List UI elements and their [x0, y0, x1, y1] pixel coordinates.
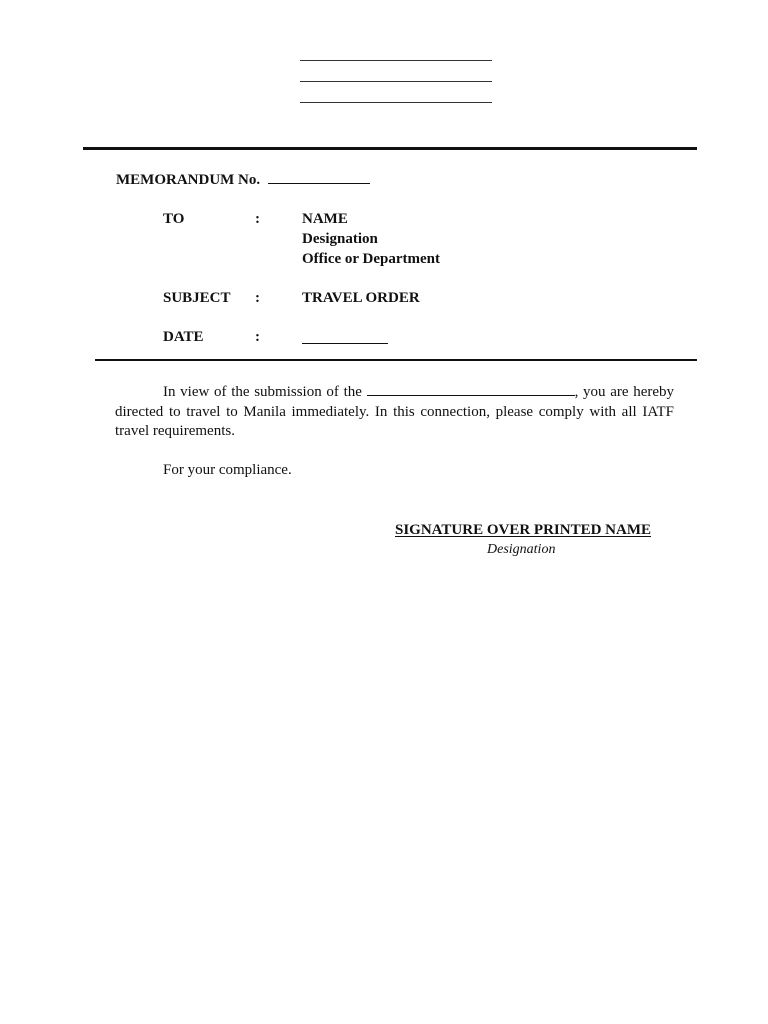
letterhead-line-2 [300, 81, 492, 82]
memo-number-row [116, 170, 370, 190]
letterhead-line-1 [300, 60, 492, 61]
subject-colon: : [255, 290, 260, 306]
subject-label: SUBJECT [163, 290, 231, 306]
to-label: TO [163, 211, 185, 227]
date-blank [302, 343, 388, 344]
date-colon: : [255, 329, 260, 345]
header-divider-top [83, 147, 697, 150]
signature-designation: Designation [487, 542, 556, 557]
to-name: NAME [302, 211, 348, 227]
submission-blank [367, 382, 575, 396]
letterhead-line-3 [300, 102, 492, 103]
to-designation: Designation [302, 231, 378, 247]
memo-number-blank [268, 171, 370, 184]
memo-number-label: MEMORANDUM No. [116, 172, 261, 188]
body-paragraph-2: For your compliance. [163, 462, 292, 478]
body-paragraph-1 [115, 382, 674, 442]
subject-value: TRAVEL ORDER [302, 290, 420, 306]
to-office: Office or Department [302, 251, 441, 267]
body-paragraph-1-start: In view of the submission of the [163, 384, 362, 400]
date-label: DATE [163, 329, 204, 345]
signature-name: SIGNATURE OVER PRINTED NAME [395, 522, 651, 538]
body-paragraph-1-end: , you are hereby directed to travel to Manila immediately. In this connection, please comply with all IATF travel requirements. [115, 384, 675, 439]
header-divider-bottom [95, 359, 697, 361]
to-colon: : [255, 211, 260, 227]
